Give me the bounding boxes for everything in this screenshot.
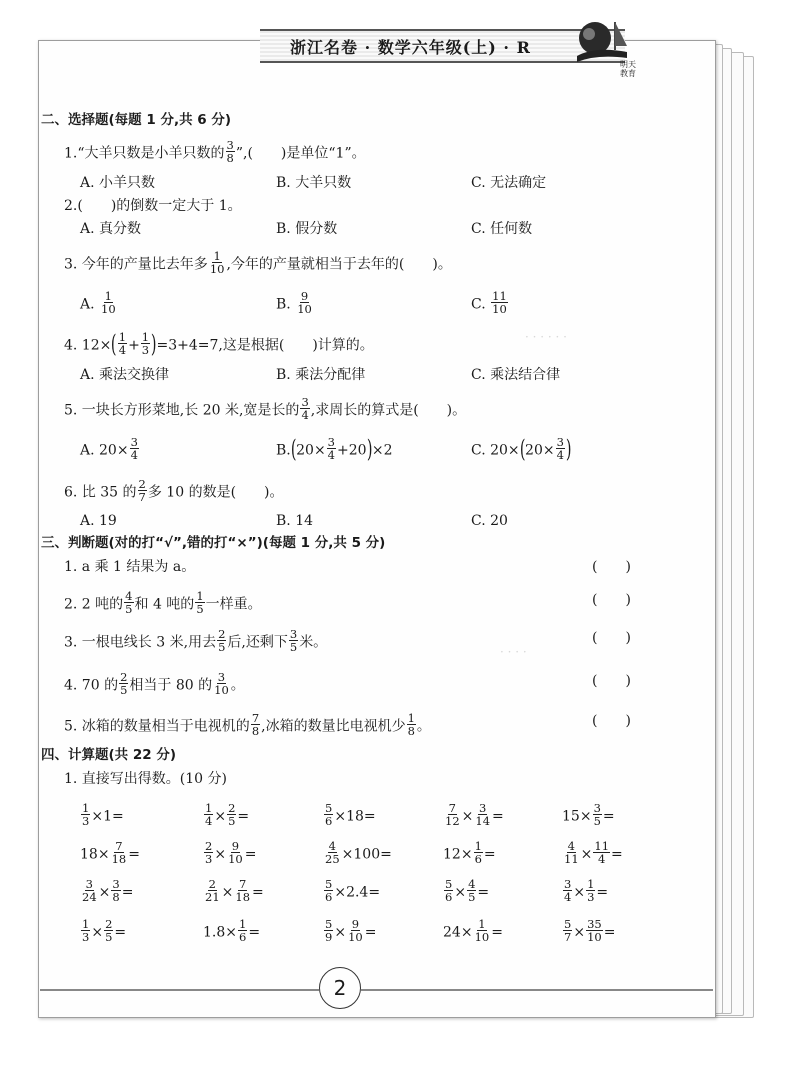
calc-item-r3-c3: $\frac{5}{6}$ ×2.4=	[325, 877, 381, 904]
fraction: $\frac{5}{7}$	[564, 917, 572, 944]
page-number-line-right	[361, 989, 713, 991]
section-2-title: 二、选择题(每题 1 分,共 6 分)	[41, 112, 232, 128]
fraction: $\frac{5}{6}$	[325, 877, 333, 904]
header-bar	[260, 29, 625, 63]
page-number: 2	[319, 967, 361, 1009]
calc-item-r4-c2: 1.8× $\frac{1}{6}$ =	[203, 917, 261, 944]
calc-item-r2-c2: $\frac{2}{3}$ × $\frac{9}{10}$ =	[205, 839, 257, 866]
fraction: $\frac{4}{25}$	[325, 839, 340, 866]
fraction: $\frac{1}{10}$	[209, 249, 225, 276]
fraction: $\frac{3}{5}$	[593, 801, 601, 828]
fraction: $\frac{9}{10}$	[348, 917, 363, 944]
q3-1-stem: 1. a 乘 1 结果为 a。	[64, 559, 196, 575]
q2-6-option-b: B. 14	[276, 513, 314, 529]
section-4-subtitle: 1. 直接写出得数。(10 分)	[64, 771, 227, 787]
bleed-through-mark: · · · ·	[500, 645, 527, 659]
q2-4-stem: 4. 12×( $\frac{1}{4}$ + $\frac{1}{3}$ )=3+4=7,这是根据( )计算的。	[64, 329, 374, 358]
q3-4-stem: 4. 70 的 $\frac{2}{5}$ 相当于 80 的 $\frac{3}{10}$ 。	[64, 670, 245, 697]
calc-item-r2-c4: 12× $\frac{1}{6}$ =	[443, 839, 496, 866]
fraction: $\frac{11}{4}$	[594, 839, 610, 866]
q2-2-stem: 2.( )的倒数一定大于 1。	[64, 198, 242, 214]
calc-item-r2-c3: $\frac{4}{25}$ ×100=	[325, 839, 392, 866]
bleed-through-mark: · · · · · ·	[525, 330, 567, 344]
fraction: $\frac{1}{6}$	[474, 839, 482, 866]
q3-2-stem: 2. 2 吨的 $\frac{4}{5}$ 和 4 吨的 $\frac{1}{5}$ 一样重。	[64, 589, 262, 616]
q2-3-option-c: C. $\frac{11}{10}$	[471, 289, 507, 316]
fraction: $\frac{2}{5}$	[105, 917, 113, 944]
section-3-title: 三、判断题(对的打“√”,错的打“×”)(每题 1 分,共 5 分)	[41, 535, 386, 551]
fraction: $\frac{7}{12}$	[445, 801, 460, 828]
q2-3-option-b: B. $\frac{9}{10}$	[276, 289, 312, 316]
calc-item-r2-c1: 18× $\frac{7}{18}$ =	[80, 839, 140, 866]
section-4-title: 四、计算题(共 22 分)	[41, 747, 177, 763]
fraction: $\frac{1}{6}$	[239, 917, 247, 944]
page-number-line-left	[40, 989, 319, 991]
fraction: $\frac{4}{5}$	[468, 877, 476, 904]
q2-2-option-a: A. 真分数	[80, 221, 142, 237]
fraction: $\frac{3}{8}$	[112, 877, 120, 904]
logo-text: 明天 教育	[620, 60, 636, 78]
calc-item-r1-c3: $\frac{5}{6}$ ×18=	[325, 801, 376, 828]
fraction: $\frac{9}{10}$	[228, 839, 243, 866]
fraction: $\frac{1}{3}$	[82, 801, 90, 828]
q2-4-option-c: C. 乘法结合律	[471, 367, 561, 383]
calc-item-r2-c5: $\frac{4}{11}$ × $\frac{11}{4}$ =	[564, 839, 623, 866]
q2-1-option-b: B. 大羊只数	[276, 175, 352, 191]
q3-1-answer-blank[interactable]: ( )	[592, 559, 631, 575]
fraction: $\frac{2}{21}$	[205, 877, 220, 904]
fraction: $\frac{2}{5}$	[228, 801, 236, 828]
q2-6-stem: 6. 比 35 的 $\frac{2}{7}$ 多 10 的数是( )。	[64, 477, 284, 504]
q2-3-stem: 3. 今年的产量比去年多 $\frac{1}{10}$ ,今年的产量就相当于去年的( )。	[64, 249, 452, 276]
fraction: $\frac{3}{14}$	[475, 801, 491, 828]
q2-1-option-c: C. 无法确定	[471, 175, 547, 191]
calc-item-r3-c4: $\frac{5}{6}$ × $\frac{4}{5}$ =	[445, 877, 490, 904]
calc-item-r3-c1: $\frac{3}{24}$ × $\frac{3}{8}$ =	[82, 877, 134, 904]
fraction: $\frac{3}{8}$	[226, 138, 234, 165]
q2-5-stem: 5. 一块长方形菜地,长 20 米,宽是长的 $\frac{3}{4}$ ,求周长的算式是( )。	[64, 395, 467, 422]
q3-5-answer-blank[interactable]: ( )	[592, 713, 631, 729]
calc-item-r1-c5: 15× $\frac{3}{5}$ =	[562, 801, 615, 828]
q2-5-option-b: B.(20× $\frac{3}{4}$ +20)×2	[276, 434, 393, 463]
q3-5-stem: 5. 冰箱的数量相当于电视机的 $\frac{7}{8}$ ,冰箱的数量比电视机少 $\frac{1}{8}$ 。	[64, 711, 431, 738]
q2-5-option-a: A. 20× $\frac{3}{4}$	[80, 435, 138, 462]
fraction: $\frac{35}{10}$	[587, 917, 602, 944]
q3-3-stem: 3. 一根电线长 3 米,用去 $\frac{2}{5}$ 后,还剩下 $\frac{3}{5}$ 米。	[64, 627, 328, 654]
fraction: $\frac{3}{24}$	[82, 877, 97, 904]
q2-1-stem: 1.“大羊只数是小羊只数的 $\frac{3}{8}$ ”,( )是单位“1”。	[64, 138, 366, 165]
q2-2-option-c: C. 任何数	[471, 221, 533, 237]
calc-item-r1-c1: $\frac{1}{3}$ ×1=	[82, 801, 124, 828]
q2-6-option-a: A. 19	[80, 513, 117, 529]
fraction: $\frac{4}{11}$	[564, 839, 579, 866]
calc-item-r4-c1: $\frac{1}{3}$ × $\frac{2}{5}$ =	[82, 917, 127, 944]
fraction: $\frac{3}{4}$	[564, 877, 572, 904]
fraction: $\frac{1}{10}$	[474, 917, 490, 944]
q2-2-option-b: B. 假分数	[276, 221, 338, 237]
q2-4-option-a: A. 乘法交换律	[80, 367, 170, 383]
fraction: $\frac{7}{18}$	[235, 877, 251, 904]
calc-item-r4-c5: $\frac{5}{7}$ × $\frac{35}{10}$ =	[564, 917, 616, 944]
header-title: 浙江名卷 · 数学六年级(上) · R	[290, 38, 531, 57]
fraction: $\frac{1}{3}$	[82, 917, 90, 944]
q2-1-option-a: A. 小羊只数	[80, 175, 156, 191]
fraction: $\frac{5}{6}$	[325, 801, 333, 828]
fraction: $\frac{1}{4}$	[205, 801, 213, 828]
calc-item-r1-c2: $\frac{1}{4}$ × $\frac{2}{5}$ =	[205, 801, 250, 828]
q2-5-option-c: C. 20×(20× $\frac{3}{4}$ )	[471, 434, 572, 463]
q3-2-answer-blank[interactable]: ( )	[592, 592, 631, 608]
calc-item-r3-c2: $\frac{2}{21}$ × $\frac{7}{18}$ =	[205, 877, 264, 904]
calc-item-r3-c5: $\frac{3}{4}$ × $\frac{1}{3}$ =	[564, 877, 609, 904]
fraction: $\frac{1}{3}$	[587, 877, 595, 904]
calc-item-r4-c4: 24× $\frac{1}{10}$ =	[443, 917, 503, 944]
q2-4-option-b: B. 乘法分配律	[276, 367, 366, 383]
q3-4-answer-blank[interactable]: ( )	[592, 673, 631, 689]
calc-item-r1-c4: $\frac{7}{12}$ × $\frac{3}{14}$ =	[445, 801, 504, 828]
fraction: $\frac{2}{3}$	[205, 839, 213, 866]
fraction: $\frac{5}{9}$	[325, 917, 333, 944]
q2-6-option-c: C. 20	[471, 513, 508, 529]
q2-3-option-a: A. $\frac{1}{10}$	[80, 289, 116, 316]
q3-3-answer-blank[interactable]: ( )	[592, 630, 631, 646]
fraction: $\frac{7}{18}$	[111, 839, 127, 866]
fraction: $\frac{5}{6}$	[445, 877, 453, 904]
calc-item-r4-c3: $\frac{5}{9}$ × $\frac{9}{10}$ =	[325, 917, 377, 944]
